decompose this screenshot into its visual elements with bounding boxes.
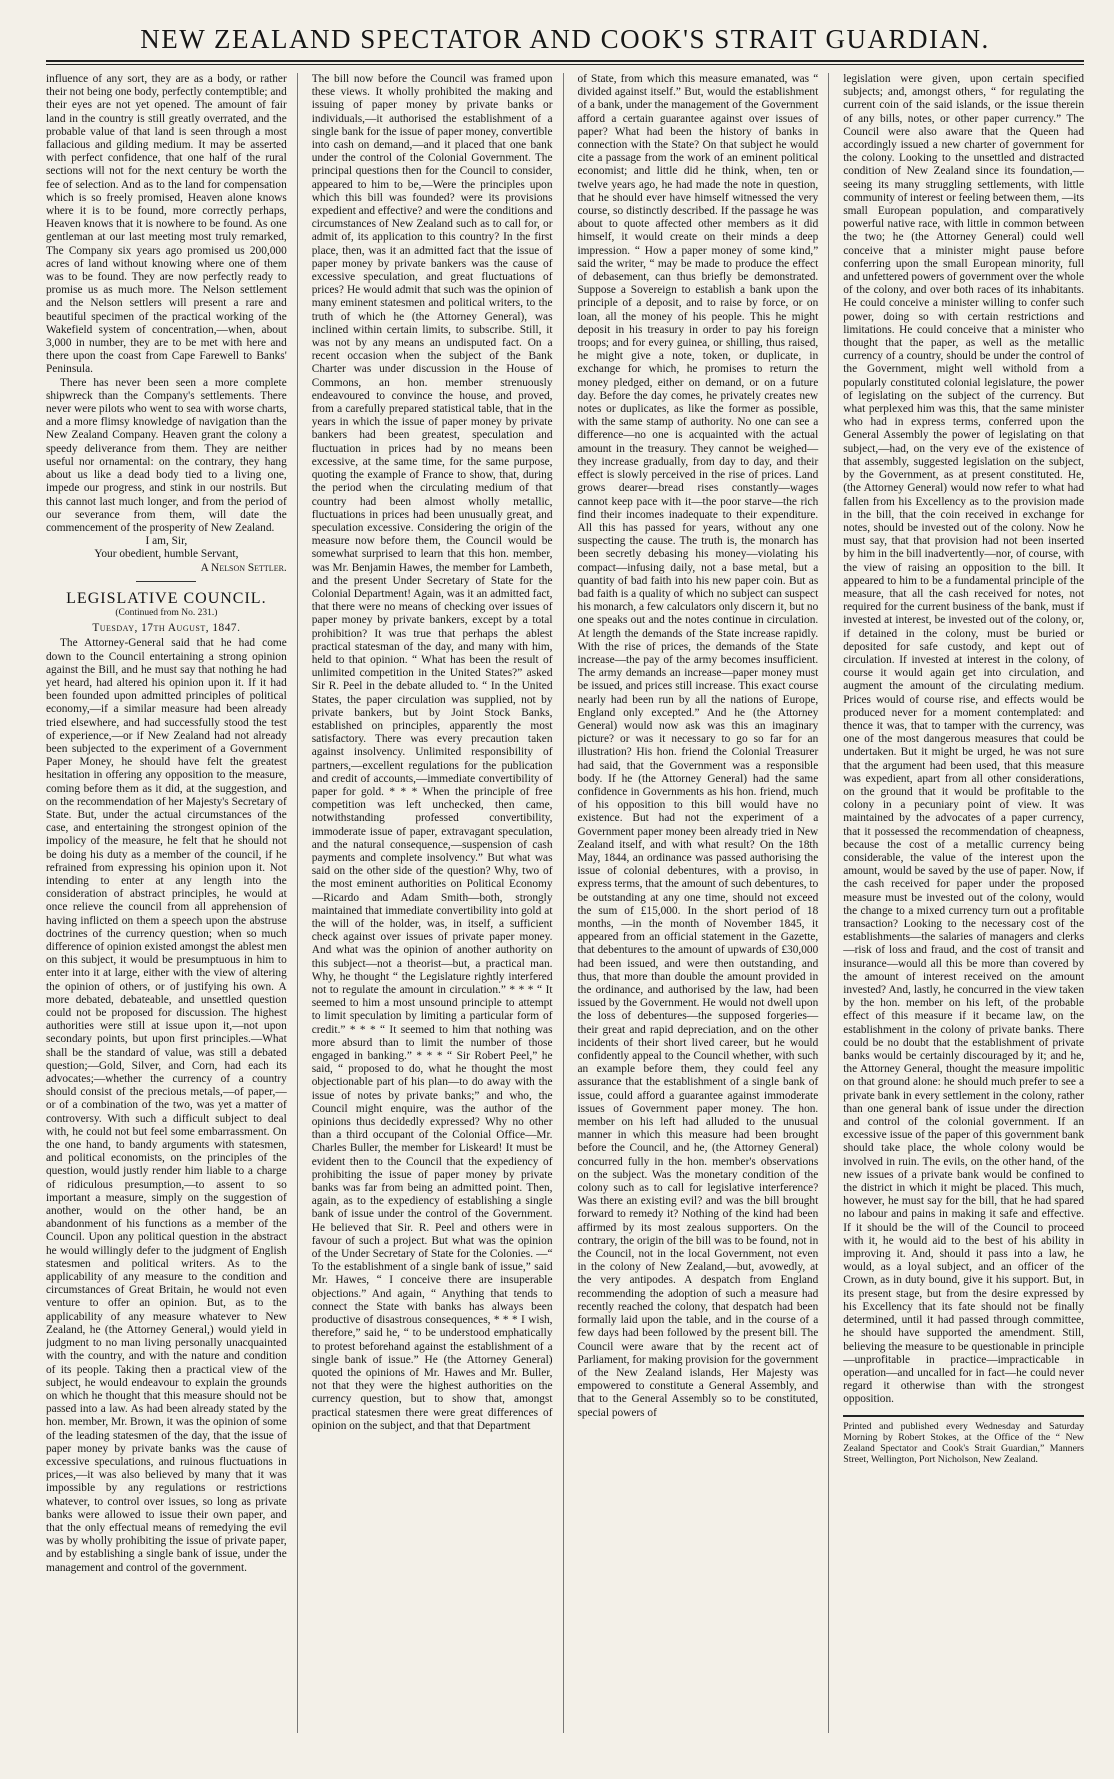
- continued-note: (Continued from No. 231.): [115, 607, 218, 618]
- letter-paragraph: influence of any sort, they are as a body, or rather their not being one body, perfectly contemptible; and their eyes are not yet opened. The amount of fair land in the country is still greatly overrated, and the probable value of that land is seen through a most fallacious and gilding medium. It may be asserted with perfect confidence, that one half of the rural sections will not for the next century be worth the fee of selection. And as to the land for compensation which is so freely promised, Heaven alone knows where it is to be found, more correctly perhaps, Heaven knows that it is nowhere to be found. As one gentleman at our last meeting most truly remarked, The Company six years ago promised us 200,000 acres of land without knowing where one of them was to be found. They are now perfectly ready to promise us as much more. The Nelson settlement and the Nelson settlers will present a rare and beautiful specimen of the practical working of the Wakefield system of concentration,—when, about 3,000 in number, they are to be met with here and there upon the coast from Cape Farewell to Banks' Peninsula.: [46, 73, 287, 376]
- column-4: [843, 73, 1084, 1733]
- report-paragraph: of State, from which this measure emanated, was “ divided against itself.” But, would the establishment of a bank, under the management of the Government afford a certain guarantee against over issues of paper? What had been the history of banks in connection with the State? On that subject he would cite a passage from the work of an eminent political economist; and little did he think, when, ten or twelve years ago, he had made the note in question, that he should ever have himself witnessed the very course, so distinctly described. If the passage he was about to quote affected other members as it did himself, it would create on their minds a deep impression. “ How a paper money of some kind,” said the writer, “ may be made to produce the effect of debasement, can thus briefly be demonstrated. Suppose a Sovereign to establish a bank upon the principle of a deposit, and to raise by force, or on loan, all the money of his people. This he might deposit in his treasury in order to pay his foreign troops; and for every guinea, or shilling, thus raised, he might give a note, token, or duplicate, in exchange for which, he promises to return the money pledged, either on demand, or on a future day. Before the day comes, he privately creates new notes or duplicates, as like the former as possible, with the same stamp of authority. No one can see a difference—no one is acquainted with the actual amount in the treasury. They cannot be weighed—they increase gradually, from day to day, and their effect is slowly perceived in the rise of prices. Land grows dearer—bread rises constantly—wages cannot keep pace with it—the poor starve—the rich find their incomes inadequate to their expenditure. All this has passed for years, without any one suspecting the cause. The truth is, the monarch has been secretly debasing his money—violating his compact—infusing daily, not a base metal, but a quantity of bad faith into his new paper coin. But as bad faith is a quality of which no subject can suspect his monarch, a few calculators only discern it, but no one speaks out and the notes continue in circulation. At length the demands of the State increase rapidly. With the rise of prices, the demands of the State increase—the pay of the army becomes insufficient. The army demands an increase—paper money must be issued, and prices still increase. This exact course nearly had been run by all the nations of Europe, England only excepted.” And he (the Attorney General) would now ask was this an imaginary picture? or was it necessary to go so far for an illustration? His hon. friend the Colonial Treasurer had said, that the Government was a responsible body. If he (the Attorney General) had the same confidence in Governments as his hon. friend, much of his opposition to this bill would have no existence. But had not the experiment of a Government paper money been already tried in New Zealand itself, and with what result? On the 18th May, 1844, an ordinance was passed authorising the issue of colonial debentures, with a proviso, in express terms, that the amount of such debentures, to be outstanding at any one time, should not exceed the sum of £15,000. In the short period of 18 months, —in the month of November 1845, it appeared from an official statement in the Gazette, that debentures to the amount of upwards of £30,000 had been issued, and were then outstanding, and thus, that more than double the amount provided in the ordinance, and authorised by the law, had been issued by the Government. He would not dwell upon the loss of debentures—the supposed forgeries—their great and rapid depreciation, and on the other incidents of their short lived career, but he would confidently appeal to the Council whether, with such an example before them, they could feel any assurance that the establishment of a single bank of issue, could afford a guarantee against immoderate issues of Government paper money. The hon. member on his left had alluded to the unusual manner in which this measure had been brought before the Council, and he, (the Attorney General) concurred fully in the hon. member's observations on the subject. Was the monetary condition of the colony such as to call for legislative interference? Was there an existing evil? and was the bill brought forward to remedy it? Nothing of the kind had been affirmed by its most zealous supporters. On the contrary, the origin of the bill was to be found, not in the Council, not in the local Government, not even in the colony of New Zealand,—but, avowedly, at the very antipodes. A despatch from England recommending the adoption of such a measure had recently reached the colony, that despatch had been formally laid upon the table, and in the course of a few days had been followed by the present bill. The Council were aware that by the recent act of Parliament, for making provision for the government of the New Zealand islands, Her Majesty was empowered to constitute a General Assembly, and that to the General Assembly so to be constituted, special powers of: [577, 73, 819, 1419]
- report-paragraph: The Attorney-General said that he had come down to the Council entertaining a strong opinion against the Bill, and he must say that nothing he had yet heard, had altered his opinion upon it. If it had been founded upon admitted principles of political economy,—if a similar measure had been already tried elsewhere, and had successfully stood the test of experience,—or if New Zealand had not already been subjected to the experiment of a Government Paper Money, he should have felt the greatest hesitation in offering any opposition to the measure, coming before them as it did, at the suggestion, and on the recommendation of her Majesty's Secretary of State. But, under the actual circumstances of the case, and entertaining the strongest opinion of the impolicy of the measure, he felt that he should not be doing his duty as a member of the council, if he refrained from expressing his opinion upon it. Not intending to enter at any length into the consideration of abstract principles, he would at once relieve the council from all apprehension of having inflicted on them a speech upon the abstruse doctrines of the currency question; when so much difference of opinion existed amongst the ablest men on this subject, it would be presumptuous in him to enter into it at large, either with the view of altering the opinion of others, or of justifying his own. A more debated, debateable, and unsettled question could not be proposed for discussion. The highest authorities were still at issue upon it,—not upon secondary points, but upon first principles.—What shall be the standard of value, was still a debated question;—Gold, Silver, and Corn, had each its advocates;—whether the currency of a country should consist of the precious metals,—of paper,—or of a combination of the two, was yet a matter of controversy. With such a difficult subject to deal with, he could not but feel some embarrassment. On the one hand, to bandy arguments with statesmen, and political economists, on the principles of the question, would justly render him liable to a charge of ridiculous presumption,—to assent to so important a measure, simply on the suggestion of another, would on the other hand, be an abandonment of his functions as a member of the Council. Upon any political question in the abstract he would willingly defer to the judgment of English statesmen and political writers. As to the applicability of any measure to the condition and circumstances of Great Britain, he would not even venture to offer an opinion. But, as to the applicability of any measure whatever to New Zealand, he (the Attorney General,) would yield in judgment to no man living personally unacquainted with the country, and with the nature and condition of its people. Taking then a practical view of the subject, he would endeavour to explain the grounds on which he thought that this measure should not be passed into a law. As had been already stated by the hon. member, Mr. Brown, it was the opinion of some of the leading statesmen of the day, that the issue of paper money by private banks was the cause of excessive speculations, and ruinous fluctuations in prices,—it was also believed by many that it was impossible by any regulations or restrictions whatever, to control over issues, so long as private banks were allowed to issue their own paper, and that the only effectual means of remedying the evil was by wholly prohibiting the issue of private paper, and by establishing a single bank of issue, under the management and control of the government.: [46, 637, 287, 1574]
- section-divider: [136, 581, 196, 582]
- columns: [46, 73, 1084, 1733]
- report-paragraph: The bill now before the Council was framed upon these views. It wholly prohibited the making and issuing of paper money by private banks or individuals,—it authorised the establishment of a single bank for the issue of paper money, convertible into cash on demand,—and it placed that one bank under the control of the Colonial Government. The principal questions then for the Council to consider, appeared to him to be,—Were the principles upon which this bill was founded? were its provisions expedient and effective? and were the conditions and circumstances of New Zealand such as to call for, or admit of, its application to this country? In the first place, then, was it an admitted fact that the issue of paper money by private bankers was the cause of excessive speculation, and great fluctuations of prices? He would admit that such was the opinion of many eminent statesmen and political writers, to the truth of which he (the Attorney General), was inclined within certain limits, to subscribe. Still, it was not by any means an undisputed fact. On a recent occasion when the subject of the Bank Charter was under discussion in the House of Commons, an hon. member strenuously endeavoured to convince the house, and proved, from a carefully prepared statistical table, that in the years in which the issue of paper money by private bankers had been greatest, speculation and fluctuation in prices had by no means been excessive, at the same time, for the same purpose, quoting the example of France to show, that, during the period when the circulating medium of that country had been almost wholly metallic, fluctuations in prices had been unusually great, and speculation excessive. Considering the origin of the measure now before them, the Council would be somewhat surprised to learn that this hon. member, was Mr. Benjamin Hawes, the member for Lambeth, and the present Under Secretary of State for the Colonial Department! Again, was it an admitted fact, that there were no means of checking over issues of paper money by private bankers, except by a total prohibition? It was true that perhaps the ablest practical statesman of the day, and many with him, held to that opinion. “ What has been the result of unlimited competition in the United States?” asked Sir R. Peel in the debate alluded to. “ In the United States, the paper circulation was supplied, not by private bankers, but by Joint Stock Banks, established on principles, apparently the most satisfactory. There was every precaution taken against insolvency. Unlimited responsibility of partners,—excellent regulations for the publication and credit of accounts,—immediate convertibility of paper for gold. * * * When the principle of free competition was left unchecked, then came, notwithstanding professed convertibility, immoderate issue of paper, extravagant speculation, and the natural consequence,—suspension of cash payments and complete insolvency.” But what was said on the other side of the question? Why, two of the most eminent authorities on Political Economy—Ricardo and Adam Smith—both, strongly maintained that immediate convertibility into gold at the will of the holder, was, in itself, a sufficient check against over issues of private paper money. And what was the opinion of another authority on this subject—not a theorist—but, a practical man. Why, he thought “ the Legislature rightly interfered not to regulate the amount in circulation.” * * * “ It seemed to him a most unsound principle to attempt to limit speculation by limiting a particular form of credit.” * * * “ It seemed to him that nothing was more absurd than to limit the number of those engaged in banking.” * * * “ Sir Robert Peel,” he said, “ proposed to do, what he thought the most objectionable part of his plan—to do away with the issue of notes by private banks;” and who, the Council might enquire, was the author of the opinions thus decidedly expressed? Why no other than a third occupant of the Colonial Office—Mr. Charles Buller, the member for Liskeard! It must be evident then to the Council that the expediency of prohibiting the issue of paper money by private banks was far from being an admitted point. Then, again, as to the expediency of establishing a single bank of issue under the control of the Government. He believed that Sir. R. Peel and others were in favour of such a project. But what was the opinion of the Under Secretary of State for the Colonies. —“ To the establishment of a single bank of issue,” said Mr. Hawes, “ I conceive there are insuperable objections.” And again, “ Anything that tends to connect the State with banks has always been productive of disastrous consequences, * * * I wish, therefore,” said he, “ to be understood emphatically to protest beforehand against the establishment of a single bank of issue.” He (the Attorney General) quoted the opinions of Mr. Hawes and Mr. Buller, not that they were the highest authorities on the currency question, but to show that, amongst practical statesmen there were great differences of opinion on the subject, and that that Department: [311, 73, 553, 1432]
- letter-signoff: Your obedient, humble Servant,: [94, 548, 239, 561]
- column-2: [312, 73, 564, 1733]
- section-heading: LEGISLATIVE COUNCIL.: [66, 589, 267, 607]
- letter-signature: A Nelson Settler.: [200, 561, 287, 574]
- letter-signoff: I am, Sir,: [145, 535, 188, 548]
- masthead: NEW ZEALAND SPECTATOR AND COOK'S STRAIT GUARDIAN.: [140, 24, 990, 54]
- column-1: [46, 73, 298, 1733]
- column-3: [578, 73, 830, 1733]
- report-paragraph: legislation were given, upon certain specified subjects; and, amongst others, “ for regulating the current coin of the said islands, or the issue therein of any bills, notes, or other paper currency.” The Council were also aware that the Queen had accordingly issued a new charter of government for the colony. Looking to the unsettled and distracted condition of New Zealand since its foundation,—seeing its many struggling settlements, with little community of interest or feeling between them, —its small European population, and comparatively powerful native race, with little in common between the two; he (the Attorney General) could well conceive that a minister might pause before conferring upon the small European minority, full and unfettered powers of government over the whole of the colony, and over both races of its inhabitants. He could conceive a minister willing to confer such power, doing so with certain restrictions and limitations. He could conceive that a minister who thought that the paper, as well as the metallic currency of a country, should be under the control of the Government, might well withold from a popularly constituted colonial legislature, the power of legislating on the subject of the currency. But what perplexed him was this, that the same minister who had in express terms, conferred upon the General Assembly the power of legislating on that subject,—had, on the very eve of the existence of that assembly, suggested legislation on the subject, by the Government, as at present constituted. He, (the Attorney General) would now refer to what had fallen from his Excellency as to the provision made in the bill, that the coin received in exchange for notes, should be invested out of the colony. Now he must say, that that provision had not been inserted by him in the bill inadvertently—nor, of course, with the view of raising an opposition to the bill. It appeared to him to be a fundamental principle of the measure, that all the cash received for notes, not required for the current business of the bank, must if invested at interest, be invested out of the colony, or, if detained in the colony, must be buried or deposited for safe custody, and kept out of circulation. If invested at interest in the colony, of course it would again get into circulation, and augment the amount of the circulating medium. Prices would of course rise, and effects would be produced never for a moment contemplated: and thence it was, that to tamper with the currency, was one of the most dangerous measures that could be undertaken. But it might be urged, he was not sure that the argument had been used, that this measure was expedient, apart from all other considerations, on the ground that it would be profitable to the colony in a pecuniary point of view. It was maintained by the advocates of a paper currency, that it possessed the recommendation of cheapness, because the cost of a metallic currency being considerable, the value of the interest upon the amount, would be saved by the use of paper. Now, if the cash received for paper under the proposed measure must be invested out of the colony, would the change to a mixed currency turn out a profitable transaction? Looking to the necessary cost of the establishments—the salaries of managers and clerks—risk of loss and fraud, and the cost of transit and insurance—would all this be more than covered by the amount of interest received on the amount invested? And, lastly, he concurred in the view taken by the hon. member on his left, of the probable effect of this measure if it became law, on the establishment in the colony of private banks. There could be no doubt that the establishment of private banks would be certainly discouraged by it; and he, the Attorney General, thought the measure impolitic on that ground alone: he should much prefer to see a private bank in every settlement in the colony, rather than one general bank of issue under the direction and control of the colonial government. If an excessive issue of the paper of this government bank should take place, the whole colony would be involved in ruin. The evils, on the other hand, of the new issues of a private bank would be confined to the district in which it might be placed. This much, however, he must say for the bill, that he had spared no labour and pains in making it safe and effective. If it should be the will of the Council to proceed with it, he would aid to the best of his ability in improving it. And, should it pass into a law, he would, as a loyal subject, and an officer of the Crown, as in duty bound, give it his support. But, in its present stage, but from the desire expressed by his Excellency that its fate should not be finally determined, until it had passed through committee, he should have supported the amendment. Still, believing the measure to be questionable in principle—unprofitable in practice—impracticable in operation—and uncalled for in fact—he could never regard it otherwise than with the strongest opposition.: [843, 73, 1084, 1406]
- masthead-rule: [46, 60, 1084, 65]
- report-date: Tuesday, 17th August, 1847.: [92, 622, 241, 635]
- imprint-notice: Printed and published every Wednesday and Saturday Morning by Robert Stokes, at the Office of the “ New Zealand Spectator and Cook's Strait Guardian,” Manners Street, Wellington, Port Nicholson, New Zealand.: [843, 1415, 1084, 1465]
- letter-paragraph: There has never been seen a more complete shipwreck than the Company's settlements. There never were pilots who went to sea with worse charts, and a more flimsy knowledge of navigation than the New Zealand Company. Heaven grant the colony a speedy deliverance from them. They are neither useful nor ornamental: on the contrary, they hang about us like a dead body tied to a living one, impede our progress, and stink in our nostrils. But this cannot last much longer, and from the period of our severance from them, will date the commencement of the prosperity of New Zealand.: [46, 376, 287, 534]
